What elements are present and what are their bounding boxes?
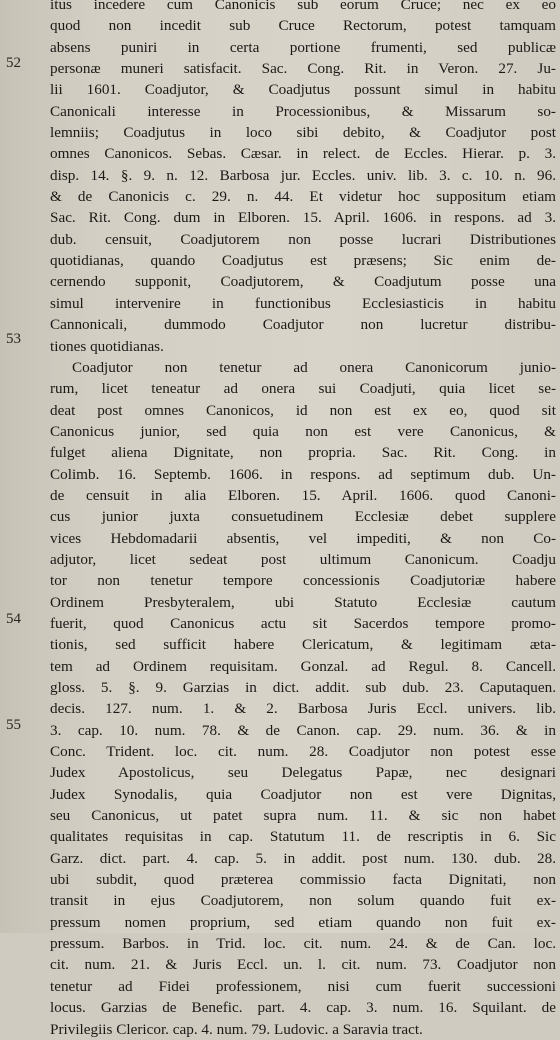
- text-line: absens puniri in certa portione frumenti, sed publicæ: [50, 38, 556, 56]
- text-line: tor non tenetur tempore concessionis Coadjutoriæ habere: [50, 572, 556, 590]
- text-line: disp. 14. §. 9. n. 12. Barbosa jur. Eccles. univ. lib. 3. c. 10. n. 96.: [50, 166, 556, 184]
- text-line: de censuit in alia Elboren. 15. April. 1606. quod Canoni-: [50, 486, 556, 504]
- text-line: fulget aliena Dignitate, non propria. Sac. Rit. Cong. in: [50, 444, 556, 462]
- text-line: cit. num. 21. & Juris Eccl. un. l. cit. num. 73. Coadjutor non: [50, 956, 556, 974]
- text-line: personæ muneri satisfacit. Sac. Cong. Rit. in Veron. 27. Ju-: [50, 60, 556, 78]
- paragraph-52-continued: [50, 0, 556, 357]
- text-line: fuerit, quod Canonicus actu sit Sacerdos tempore promo-: [50, 614, 556, 632]
- margin-number-54: 54: [6, 611, 21, 627]
- text-line: & de Canonicis c. 29. n. 44. Et videtur hoc suppositum etiam: [50, 188, 556, 206]
- text-line: 3. cap. 10. num. 78. & de Canon. cap. 29. num. 36. & in: [50, 721, 556, 739]
- text-line: Sac. Rit. Cong. dum in Elboren. 15. April. 1606. in respons. ad 3.: [50, 209, 556, 227]
- text-line: adjutor, licet sedeat post ultimum Canonicum. Coadju: [50, 550, 556, 568]
- text-line: transit in ejus Coadjutorem, non solum quando fuit ex-: [50, 892, 556, 910]
- text-line: decis. 127. num. 1. & 2. Barbosa Juris Eccl. univers. lib.: [50, 700, 556, 718]
- text-line: omnes Canonicos. Sebas. Cæsar. in relect. de Eccles. Hierar. p. 3.: [50, 145, 556, 163]
- text-line: Garz. dict. part. 4. cap. 5. in addit. post num. 130. dub. 28.: [50, 849, 556, 867]
- text-line: Colimb. 16. Septemb. 1606. in respons. ad septimum dub. Un-: [50, 465, 556, 483]
- margin-number-52: 52: [6, 55, 21, 71]
- text-line: Conc. Trident. loc. cit. num. 28. Coadjutor non potest esse: [50, 743, 556, 761]
- text-line: tenetur ad Fidei professionem, nisi cum fuerit successioni: [50, 977, 556, 995]
- text-line: cernendo supponit, Coadjutorem, & Coadjutum posse una: [50, 273, 556, 291]
- text-line: Ordinem Presbyteralem, ubi Statuto Ecclesiæ cautum: [50, 593, 556, 611]
- paragraph-53: [50, 357, 556, 1040]
- text-line: pressum nomen proprium, sed etiam quando non fuit ex-: [50, 913, 556, 931]
- text-line: cus junior juxta consuetudinem Ecclesiæ debet supplere: [50, 508, 556, 526]
- text-line: tionis, sed sufficit habere Clericatum, & legitimam æta-: [50, 636, 556, 654]
- text-line: Cannonicali, dummodo Coadjutor non lucretur distribu-: [50, 316, 556, 334]
- text-line: vices Hebdomadarii absentis, vel impediti, & non Co-: [50, 529, 556, 547]
- text-line: gloss. 5. §. 9. Garzias in dict. addit. sub dub. 23. Caputaquen.: [50, 679, 556, 696]
- text-line: quotidianas, quando Coadjutus est præsens; Sic enim de-: [50, 252, 556, 270]
- body-text: [50, 0, 556, 1040]
- text-line: Canonicus junior, sed quia non est vere Canonicus, &: [50, 422, 556, 440]
- text-line: seu Canonicus, ut patet supra num. 11. & sic non habet: [50, 807, 556, 825]
- text-line: lemniis; Coadjutus in loco sibi debito, & Coadjutor post: [50, 124, 556, 142]
- text-line: pressum. Barbos. in Trid. loc. cit. num. 24. & de Can. loc.: [50, 935, 556, 953]
- text-line: tiones quotidianas.: [50, 337, 164, 355]
- text-line: rum, licet teneatur ad onera sui Coadjuti, quia licet se-: [50, 380, 556, 398]
- text-line: locus. Garzias de Benefic. part. 4. cap. 3. num. 16. Squilant. de: [50, 999, 556, 1017]
- text-line: Judex Synodalis, quia Coadjutor non est vere Dignitas,: [50, 785, 556, 803]
- text-line: Canonicali interesse in Processionibus, & Missarum so-: [50, 102, 556, 120]
- text-line: simul intervenire in functionibus Ecclesiasticis in habitu: [50, 294, 556, 312]
- text-line: quod non incedit sub Cruce Rectorum, potest tamquam: [50, 17, 556, 35]
- text-line: Coadjutor non tenetur ad onera Canonicorum junio-: [72, 358, 556, 376]
- margin-number-53: 53: [6, 331, 21, 347]
- text-line: Privilegiis Clericor. cap. 4. num. 79. Ludovic. a Saravia tract.: [50, 1020, 423, 1038]
- text-line: dub. censuit, Coadjutorem non posse lucrari Distributiones: [50, 230, 556, 248]
- text-line: qualitates requisitas in cap. Statutum 11. de rescriptis in 6. Sic: [50, 828, 556, 846]
- text-line: deat post omnes Canonicos, id non est ex eo, quod sit: [50, 401, 556, 419]
- text-line: lii 1601. Coadjutor, & Coadjutus possunt simul in habitu: [50, 81, 556, 99]
- text-line: itus incedere cum Canonicis sub eorum Cruce; nec ex eo: [50, 0, 556, 13]
- margin-number-55: 55: [6, 717, 21, 733]
- text-line: ubi subdit, quod præterea commissio facta Dignitati, non: [50, 871, 556, 889]
- text-line: tem ad Ordinem requisitam. Gonzal. ad Regul. 8. Cancell.: [50, 657, 556, 675]
- text-line: Judex Apostolicus, seu Delegatus Papæ, nec designari: [50, 764, 556, 782]
